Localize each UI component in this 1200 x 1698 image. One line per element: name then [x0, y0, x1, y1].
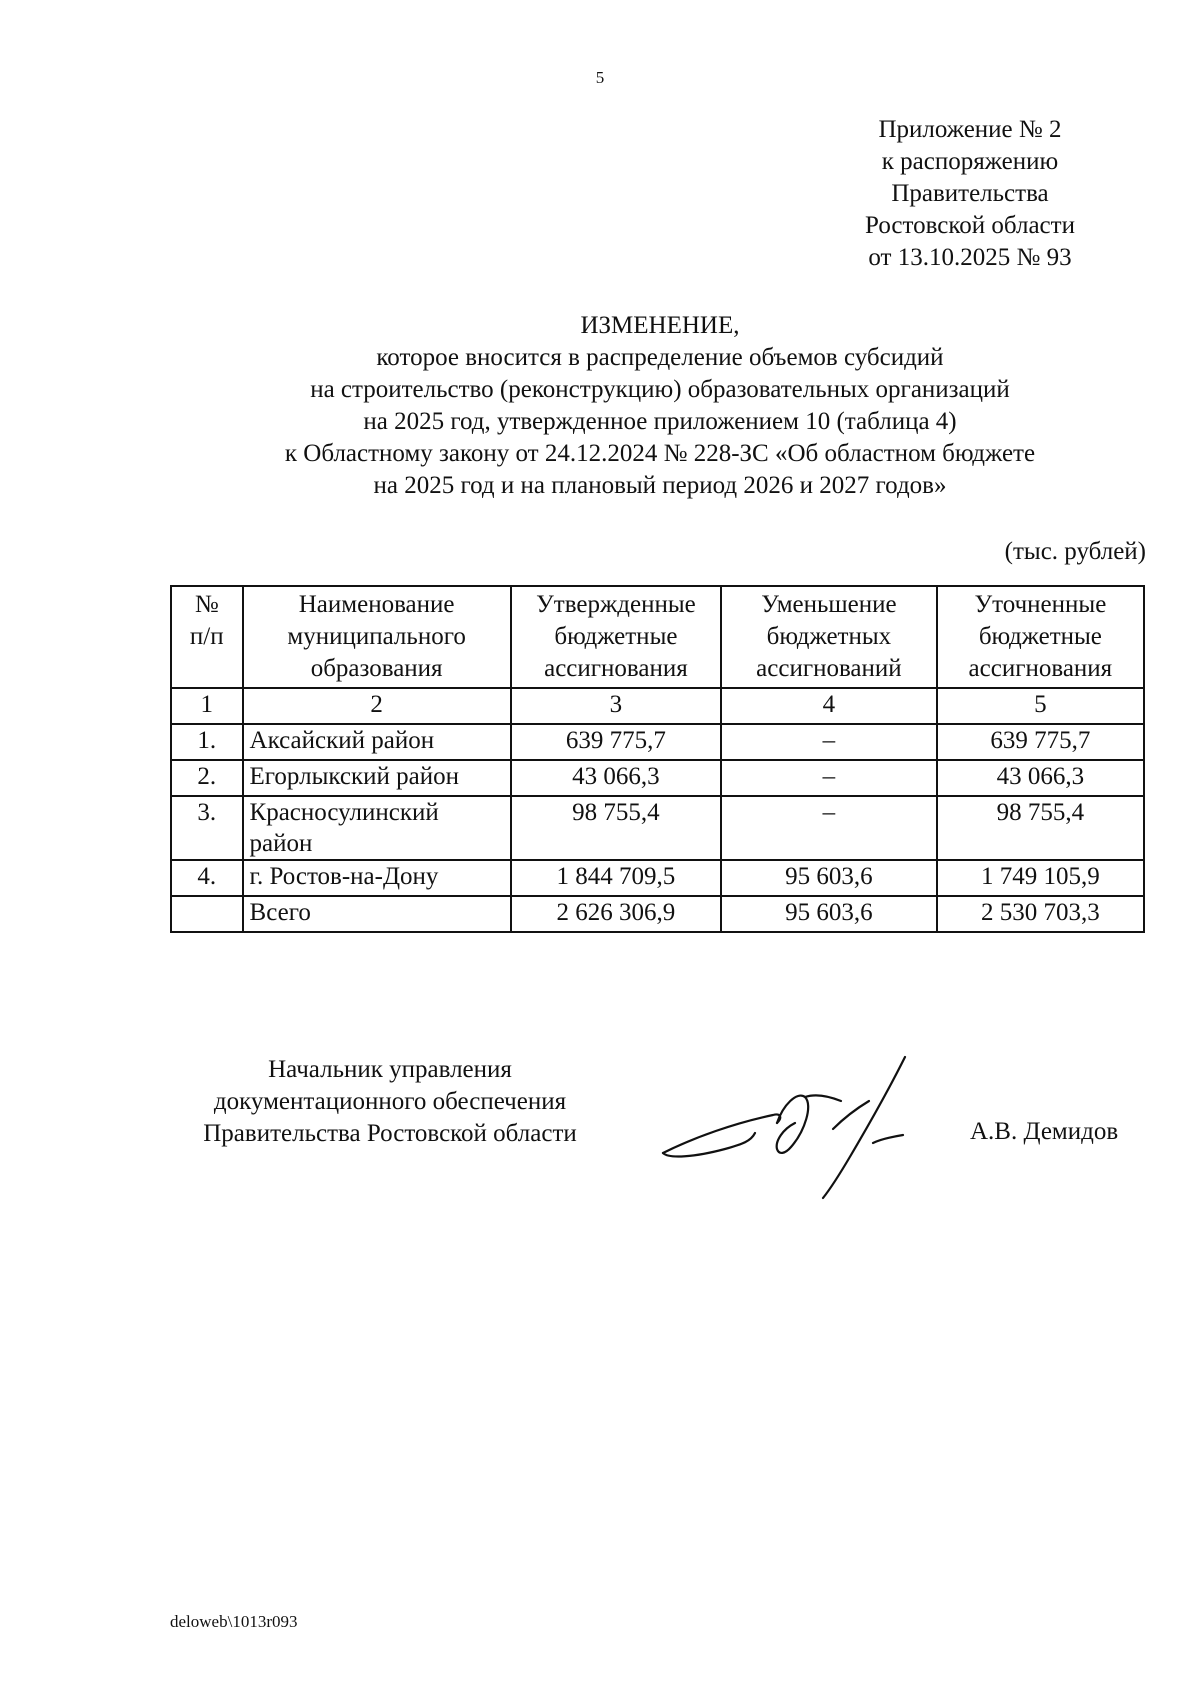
column-number: 3: [511, 688, 721, 724]
header-approved: Утвержденные бюджетные ассигнования: [511, 586, 721, 688]
row-number: 3.: [171, 796, 243, 860]
signer-position-line: Начальник управления: [268, 1056, 512, 1083]
approved-value: 98 755,4: [511, 796, 721, 860]
document-title: [130, 310, 1190, 502]
handwritten-signature: [655, 1045, 945, 1205]
table-row: [171, 760, 1144, 796]
table-header-row: [171, 586, 1144, 688]
row-number: 4.: [171, 860, 243, 896]
approved-value: 639 775,7: [511, 724, 721, 760]
appendix-reference: [820, 114, 1120, 274]
signer-position-line: Правительства Ростовской области: [203, 1120, 577, 1147]
decrease-value: –: [721, 760, 937, 796]
header-decrease: Уменьшение бюджетных ассигнований: [721, 586, 937, 688]
appendix-line: от 13.10.2025 № 93: [868, 244, 1072, 271]
column-number: 4: [721, 688, 937, 724]
title-line: которое вносится в распределение объемов субсидий: [376, 344, 944, 371]
row-number: 1.: [171, 724, 243, 760]
column-number: 5: [937, 688, 1144, 724]
decrease-value: 95 603,6: [721, 860, 937, 896]
title-line: к Областному закону от 24.12.2024 № 228-ЗС «Об областном бюджете: [284, 440, 1036, 467]
header-number: № п/п: [171, 586, 243, 688]
adjusted-value: 98 755,4: [937, 796, 1144, 860]
signer-position-line: документационного обеспечения: [213, 1088, 567, 1115]
title-heading: ИЗМЕНЕНИЕ,: [580, 312, 740, 339]
municipality-name: г. Ростов-на-Дону: [243, 860, 511, 896]
municipality-name: Аксайский район: [243, 724, 511, 760]
header-municipality: Наименование муниципального образования: [243, 586, 511, 688]
unit-label: (тыс. рублей): [1004, 538, 1146, 565]
budget-table: [170, 585, 1145, 933]
municipality-name: Красносулинский район: [243, 796, 511, 860]
page-number: 5: [595, 68, 605, 87]
title-line: на строительство (реконструкцию) образовательных организаций: [310, 376, 1010, 403]
adjusted-value: 43 066,3: [937, 760, 1144, 796]
total-adjusted-value: 2 530 703,3: [937, 896, 1144, 932]
appendix-line: к распоряжению: [881, 148, 1059, 175]
table-row: [171, 796, 1144, 860]
approved-value: 1 844 709,5: [511, 860, 721, 896]
row-number: 2.: [171, 760, 243, 796]
column-number-row: [171, 688, 1144, 724]
total-label: Всего: [243, 896, 511, 932]
table-row: [171, 724, 1144, 760]
total-approved-value: 2 626 306,9: [511, 896, 721, 932]
column-number: 1: [171, 688, 243, 724]
signer-position: [170, 1054, 610, 1150]
appendix-line: Ростовской области: [865, 212, 1075, 239]
appendix-line: Приложение № 2: [878, 116, 1062, 143]
title-line: на 2025 год и на плановый период 2026 и 2027 годов»: [373, 472, 947, 499]
row-number: [171, 896, 243, 932]
total-decrease-value: 95 603,6: [721, 896, 937, 932]
municipality-name: Егорлыкский район: [243, 760, 511, 796]
adjusted-value: 1 749 105,9: [937, 860, 1144, 896]
header-adjusted: Уточненные бюджетные ассигнования: [937, 586, 1144, 688]
table-total-row: [171, 896, 1144, 932]
adjusted-value: 639 775,7: [937, 724, 1144, 760]
approved-value: 43 066,3: [511, 760, 721, 796]
appendix-line: Правительства: [891, 180, 1049, 207]
decrease-value: –: [721, 724, 937, 760]
column-number: 2: [243, 688, 511, 724]
document-code: deloweb\1013r093: [170, 1612, 298, 1631]
signer-name: А.В. Демидов: [970, 1118, 1119, 1145]
decrease-value: –: [721, 796, 937, 860]
title-line: на 2025 год, утвержденное приложением 10 (таблица 4): [363, 408, 957, 435]
table-row: [171, 860, 1144, 896]
